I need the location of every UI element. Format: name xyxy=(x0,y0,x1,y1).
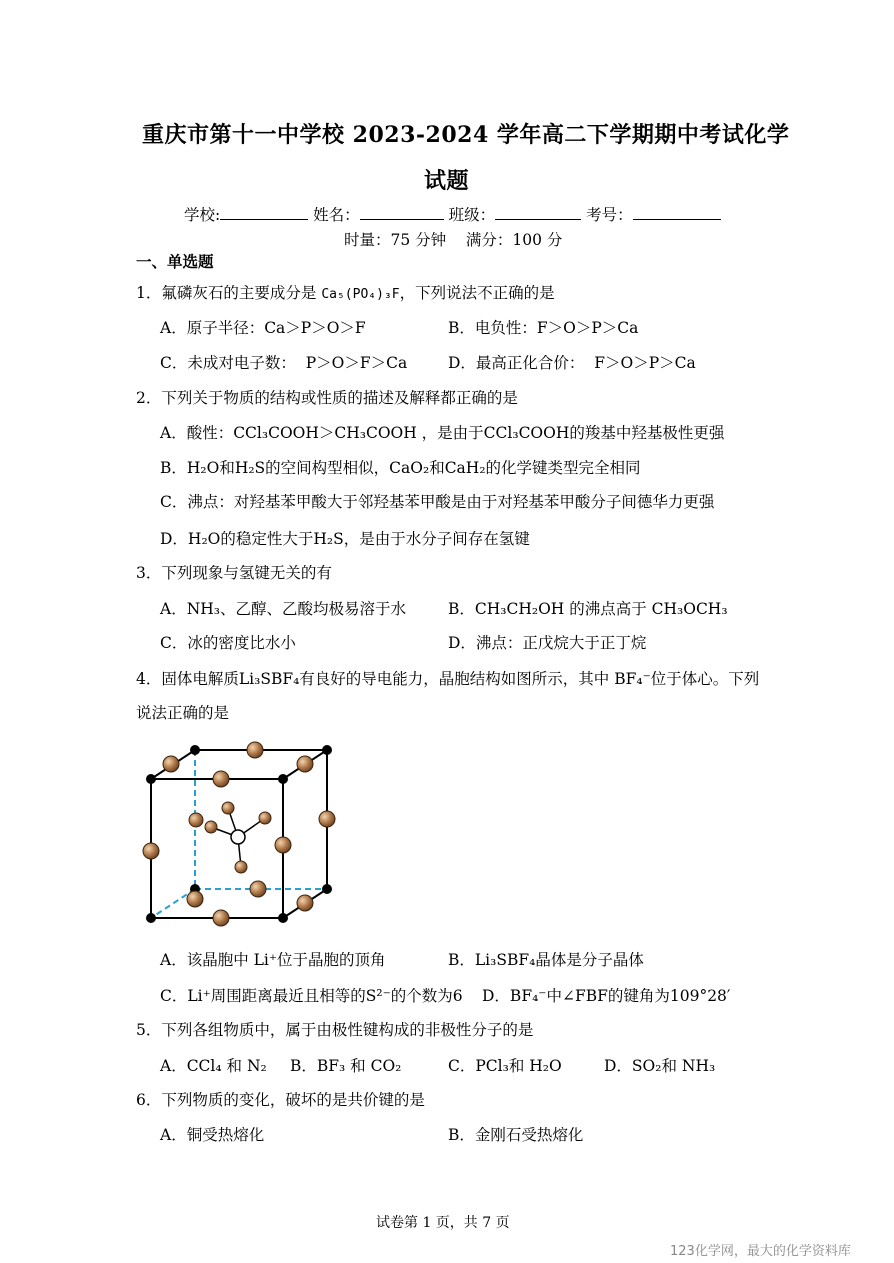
corner-atom xyxy=(146,774,156,784)
q1-option-a[interactable]: A．原子半径：Ca＞P＞O＞F xyxy=(160,319,366,337)
q4-option-b[interactable]: B．Li₃SBF₄晶体是分子晶体 xyxy=(448,951,644,969)
corner-atom xyxy=(322,745,332,755)
edge-atom xyxy=(163,756,179,772)
school-blank[interactable] xyxy=(220,205,308,220)
edge-atom xyxy=(250,881,266,897)
q4-stem-line2: 说法正确的是 xyxy=(136,704,230,722)
school-label: 学校: xyxy=(184,206,221,224)
fluorine-atom xyxy=(235,861,247,873)
q3-option-c[interactable]: C．冰的密度比水小 xyxy=(160,634,296,652)
q5-stem: 5．下列各组物质中，属于由极性键构成的非极性分子的是 xyxy=(136,1021,534,1039)
q6-stem: 6．下列物质的变化，破坏的是共价键的是 xyxy=(136,1091,425,1109)
boron-atom xyxy=(231,830,245,844)
q3-stem: 3．下列现象与氢键无关的有 xyxy=(136,564,332,582)
corner-atom xyxy=(190,745,200,755)
q2-option-d[interactable]: D．H₂O的稳定性大于H₂S，是由于水分子间存在氢键 xyxy=(160,530,530,548)
q2-stem: 2．下列关于物质的结构或性质的描述及解释都正确的是 xyxy=(136,389,518,407)
q4-option-c[interactable]: C．Li⁺周围距离最近且相等的S²⁻的个数为6 xyxy=(160,987,463,1005)
q1-option-d[interactable]: D．最高正化合价： F＞O＞P＞Ca xyxy=(448,354,696,372)
fluorine-atom xyxy=(259,812,271,824)
corner-atom xyxy=(278,774,288,784)
name-blank[interactable] xyxy=(360,205,444,220)
q5-option-c[interactable]: C．PCl₃和 H₂O xyxy=(448,1057,562,1075)
q5-option-d[interactable]: D．SO₂和 NH₃ xyxy=(604,1057,716,1075)
fluorine-atom xyxy=(189,813,203,827)
page-title: 重庆市第十一中学校 2023-2024 学年高二下学期期中考试化学 xyxy=(142,122,790,148)
fluorine-atom xyxy=(205,821,217,833)
q1-formula: Ca₅(PO₄)₃F xyxy=(321,287,400,302)
q1-stem-text: 1．氟磷灰石的主要成分是 xyxy=(136,284,317,302)
student-info-line xyxy=(184,203,721,225)
number-label: 考号： xyxy=(586,206,633,224)
edge-atom xyxy=(275,837,291,853)
q1-option-b[interactable]: B．电负性：F＞O＞P＞Ca xyxy=(448,319,639,337)
edge-atom xyxy=(143,843,159,859)
q3-option-a[interactable]: A．NH₃、乙醇、乙酸均极易溶于水 xyxy=(160,600,406,618)
crystal-cell-diagram xyxy=(138,738,348,928)
edge-atom xyxy=(187,891,203,907)
q2-option-c[interactable]: C．沸点：对羟基苯甲酸大于邻羟基苯甲酸是由于对羟基苯甲酸分子间德华力更强 xyxy=(160,493,715,511)
q1-option-c[interactable]: C．未成对电子数： P＞O＞F＞Ca xyxy=(160,354,408,372)
q5-option-a[interactable]: A．CCl₄ 和 N₂ xyxy=(160,1057,267,1075)
name-label: 姓名： xyxy=(313,206,360,224)
page-title-cont: 试题 xyxy=(424,168,470,194)
q1-stem xyxy=(136,281,555,303)
q3-option-b[interactable]: B．CH₃CH₂OH 的沸点高于 CH₃OCH₃ xyxy=(448,600,728,618)
fluorine-atom xyxy=(222,802,234,814)
corner-atom xyxy=(322,884,332,894)
time-score: 时量：75 分钟 满分：100 分 xyxy=(344,231,563,249)
number-blank[interactable] xyxy=(633,205,721,220)
edge-atom xyxy=(297,895,313,911)
edge-atom xyxy=(213,771,229,787)
q5-option-b[interactable]: B．BF₃ 和 CO₂ xyxy=(290,1057,402,1075)
q4-option-d[interactable]: D．BF₄⁻中∠FBF的键角为109°28′ xyxy=(482,987,731,1005)
q1-stem-tail: ，下列说法不正确的是 xyxy=(399,284,555,302)
edge-atom xyxy=(319,811,335,827)
edge-atom xyxy=(297,756,313,772)
class-label: 班级： xyxy=(448,206,496,224)
section-heading: 一、单选题 xyxy=(136,252,214,271)
q4-option-a[interactable]: A．该晶胞中 Li⁺位于晶胞的顶角 xyxy=(160,951,386,969)
class-blank[interactable] xyxy=(495,205,581,220)
q4-stem-line1: 4．固体电解质Li₃SBF₄有良好的导电能力，晶胞结构如图所示，其中 BF₄⁻位于体心。下列 xyxy=(136,670,760,688)
q2-option-a[interactable]: A．酸性：CCl₃COOH＞CH₃COOH ，是由于CCl₃COOH的羧基中羟基极性更强 xyxy=(160,424,725,442)
q6-option-b[interactable]: B．金刚石受热熔化 xyxy=(448,1126,584,1144)
edge-atom xyxy=(247,742,263,758)
q3-option-d[interactable]: D．沸点：正戊烷大于正丁烷 xyxy=(448,634,647,652)
corner-atom xyxy=(278,913,288,923)
q2-option-b[interactable]: B．H₂O和H₂S的空间构型相似，CaO₂和CaH₂的化学键类型完全相同 xyxy=(160,459,641,477)
corner-atom xyxy=(146,913,156,923)
fluorine-atoms xyxy=(189,802,271,873)
edge-atom xyxy=(213,910,229,926)
q6-option-a[interactable]: A．铜受热熔化 xyxy=(160,1126,265,1144)
source-watermark: 123化学网，最大的化学资料库 xyxy=(670,1244,851,1259)
page-number: 试卷第 1 页，共 7 页 xyxy=(376,1215,510,1231)
